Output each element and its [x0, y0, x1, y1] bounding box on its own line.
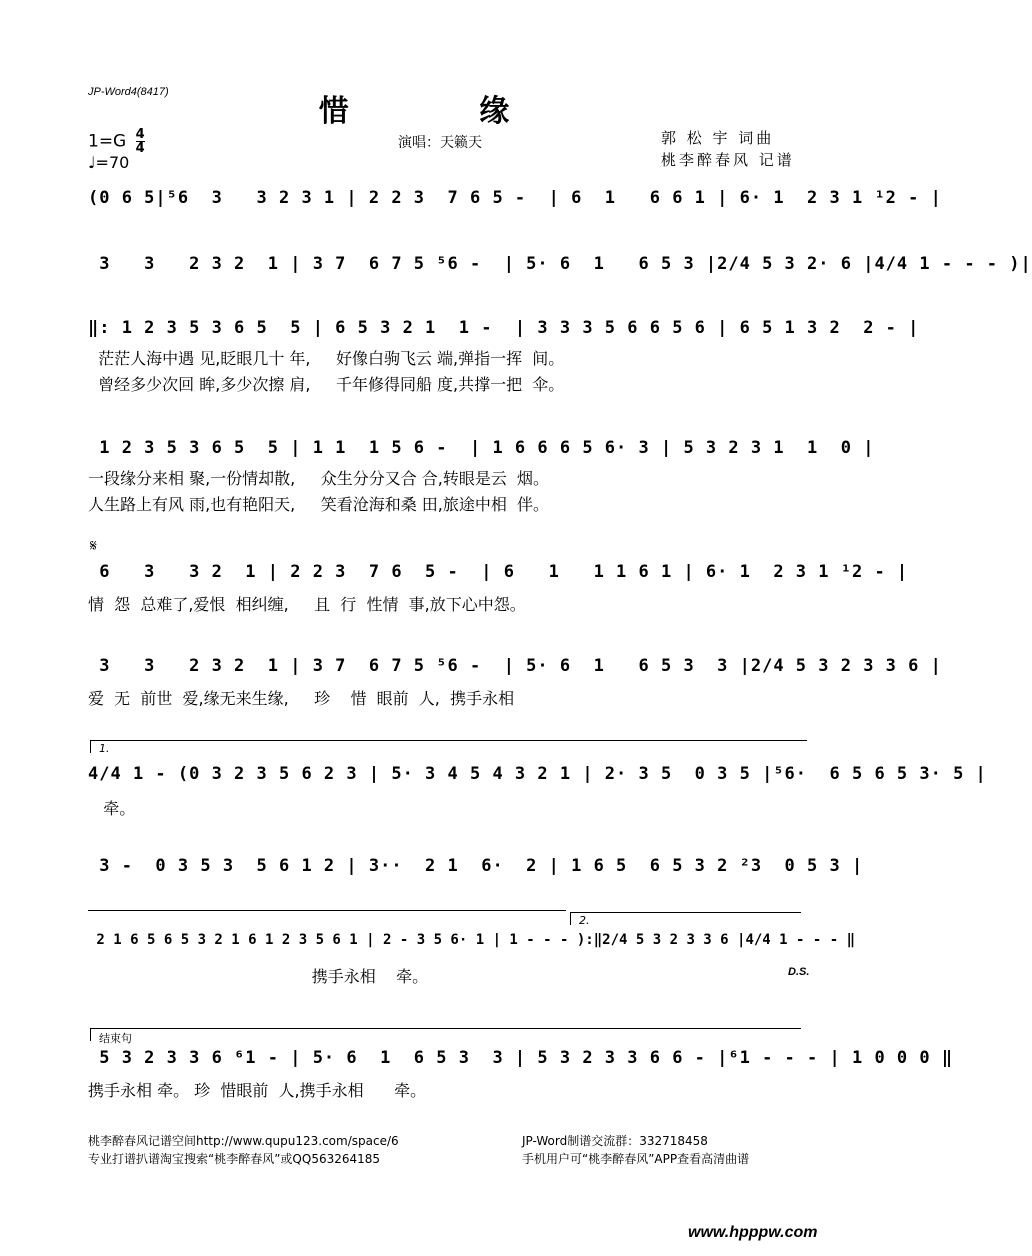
score-line-8 — [88, 856, 864, 916]
score-line-1 — [88, 188, 942, 248]
score-line-4 — [88, 438, 875, 518]
lyrics-verse-1: 携手永相 牵。 珍 惜眼前 人,携手永相 牵。 — [88, 1081, 427, 1100]
notes: 3 - 0 3 5 3 5 6 1 2 | 3·· 2 1 6· 2 | 1 6 5 6 5 3 2 ²3 0 5 3 | — [88, 856, 864, 876]
second-ending-bracket — [570, 912, 801, 925]
time-top: 4 — [135, 127, 145, 142]
notes: 6 3 3 2 1 | 2 2 3 7 6 5 - | 6 1 1 1 6 1 | 6· 1 2 3 1 ¹2 - | — [88, 562, 909, 582]
segno-sign: 𝄋 — [90, 536, 97, 555]
score-line-9 — [88, 932, 856, 992]
score-line-7 — [88, 764, 987, 824]
footer-right — [522, 1132, 749, 1168]
notes: 3 3 2 3 2 1 | 3 7 6 7 5 ⁵6 - | 5· 6 1 6 5 3 3 |2/4 5 3 2 3 3 6 | — [88, 656, 942, 676]
score-line-2 — [88, 254, 1032, 314]
lyrics-verse-1: 携手永相 牵。 — [88, 967, 429, 986]
notes: 1 2 3 5 3 6 5 5 | 1 1 1 5 6 - | 1 6 6 6 5 6· 3 | 5 3 2 3 1 1 0 | — [88, 438, 875, 458]
lyrics-verse-1: 爱 无 前世 爱,缘无来生缘, 珍 惜 眼前 人, 携手永相 — [88, 689, 515, 708]
composer-credit: 郭 松 宇 词曲 — [661, 129, 775, 147]
coda-bracket — [90, 1028, 801, 1045]
time-bottom: 4 — [135, 141, 145, 156]
lyrics-verse-1: 牵。 — [88, 799, 136, 818]
score-line-5 — [88, 562, 909, 622]
footer-group: JP-Word制谱交流群：332718458 — [522, 1134, 708, 1148]
software-version: JP-Word4(8417) — [88, 86, 169, 98]
time-signature — [136, 128, 145, 155]
lyrics-verse-1: 茫茫人海中遇 见,眨眼几十 年, 好像白驹飞云 端,弹指一挥 间。 — [88, 349, 565, 368]
notes: 3 3 2 3 2 1 | 3 7 6 7 5 ⁵6 - | 5· 6 1 6 5 3 |2/4 5 3 2· 6 |4/4 1 - - - )| — [88, 254, 1032, 274]
lyrics-verse-1: 一段缘分来相 聚,一份情却散, 众生分分又合 合,转眼是云 烟。 — [88, 469, 550, 488]
transcriber-credit: 桃李醉春风 记谱 — [661, 151, 795, 169]
lyrics-verse-2: 人生路上有风 雨,也有艳阳天, 笑看沧海和桑 田,旅途中相 伴。 — [88, 495, 550, 514]
footer-taobao: 专业打谱扒谱淘宝搜索“桃李醉春风”或QQ563264185 — [88, 1152, 381, 1166]
song-title: 惜 缘 — [318, 94, 570, 129]
footer-app: 手机用户可“桃李醉春风”APP查看高清曲谱 — [522, 1152, 750, 1166]
second-ending-label: 2. — [579, 914, 590, 927]
coda-label: 结束句 — [99, 1032, 132, 1045]
notes: 4/4 1 - (0 3 2 3 5 6 2 3 | 5· 3 4 5 4 3 2 1 | 2· 3 5 0 3 5 |⁵6· 6 5 6 5 3· 5 | — [88, 764, 987, 784]
footer-space-link: 桃李醉春风记谱空间http://www.qupu123.com/space/6 — [88, 1134, 399, 1148]
key-label: 1=G — [88, 131, 127, 152]
score-line-6 — [88, 656, 942, 716]
key-signature — [88, 128, 145, 155]
first-ending-label: 1. — [99, 742, 110, 755]
lyrics-verse-1: 情 怨 总难了,爱恨 相纠缠, 且 行 性情 事,放下心中怨。 — [88, 595, 526, 614]
singer-credit: 演唱：天籁天 — [398, 135, 482, 151]
footer-left — [88, 1132, 399, 1168]
dal-segno: D.S. — [788, 966, 810, 978]
first-ending-line — [88, 910, 566, 911]
score-line-3 — [88, 318, 920, 398]
notes: 5 3 2 3 3 6 ⁶1 - | 5· 6 1 6 5 3 3 | 5 3 2 3 3 6 6 - |⁶1 - - - | 1 0 0 0 ‖ — [88, 1048, 954, 1068]
notes: (0 6 5|⁵6 3 3 2 3 1 | 2 2 3 7 6 5 - | 6 1 6 6 1 | 6· 1 2 3 1 ¹2 - | — [88, 188, 942, 208]
tempo-marking: ♩=70 — [88, 153, 130, 172]
site-watermark: www.hpppw.com — [688, 1224, 818, 1241]
lyrics-verse-2: 曾经多少次回 眸,多少次擦 肩, 千年修得同船 度,共撑一把 伞。 — [88, 375, 565, 394]
first-ending-bracket — [90, 740, 807, 753]
credits — [661, 127, 795, 171]
notes: 2 1 6 5 6 5 3 2 1 6 1 2 3 5 6 1 | 2 - 3 5 6· 1 | 1 - - - ):‖2/4 5 3 2 3 3 6 |4/4 1 - - - ‖ — [88, 932, 856, 948]
notes: ‖: 1 2 3 5 3 6 5 5 | 6 5 3 2 1 1 - | 3 3 3 5 6 6 5 6 | 6 5 1 3 2 2 - | — [88, 318, 920, 338]
score-line-10 — [88, 1048, 954, 1108]
